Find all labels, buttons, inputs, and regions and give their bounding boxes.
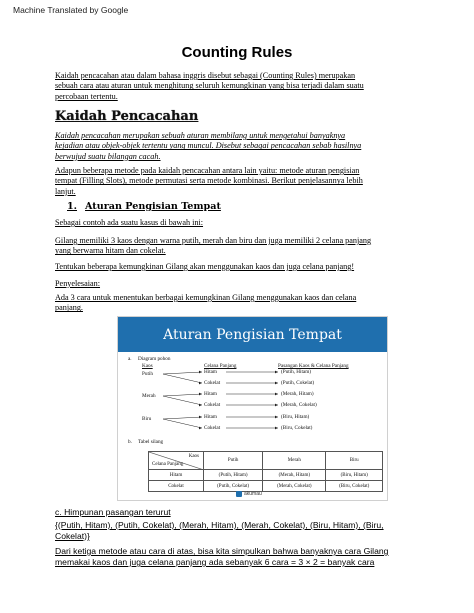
tree-celana: Hitam [204, 391, 217, 397]
tree-pair: (Biru, Cokelat) [281, 425, 313, 431]
tree-kaos: Merah [142, 393, 156, 399]
figure-banner-title: Aturan Pengisian Tempat [163, 326, 342, 343]
intro-line: sebuah cara atau aturan untuk menghitung seluruh kemungkinan yang bisa terjadi dalam suatu [55, 81, 364, 91]
intro-paragraph [55, 71, 413, 102]
problem-line: yang berwarna hitam dan cokelat. [55, 246, 166, 256]
tree-pair: (Putih, Hitam) [281, 369, 311, 375]
table-cell: (Biru, Hitam) [326, 470, 383, 481]
solution-label: Penyelesaian: [55, 279, 101, 288]
solution-line: Ada 3 cara untuk menentukan berbagai kemungkinan Gilang menggunakan kaos dan celana [55, 293, 357, 302]
tree-celana: Cokelat [204, 425, 221, 431]
problem-line: Gilang memiliki 3 kaos dengan warna putih, merah dan biru dan juga memiliki 2 celana panjang [55, 236, 372, 245]
table-row [149, 481, 383, 492]
table-corner [149, 452, 204, 470]
definition-paragraph [55, 131, 413, 162]
tree-celana: Hitam [204, 414, 217, 420]
tree-celana: Cokelat [204, 380, 221, 386]
page-title: Counting Rules [181, 44, 293, 61]
tree-pair: (Merah, Cokelat) [281, 402, 317, 408]
intro-line: Kaidah pencacahan atau dalam bahasa inggris disebut sebagai (Counting Rules) merupakan [55, 71, 356, 80]
tree-pair: (Merah, Hitam) [281, 391, 314, 397]
table-header-row [149, 452, 383, 470]
table-col-header: Biru [326, 452, 383, 470]
machine-translated-label: Machine Translated by Google [13, 5, 129, 15]
col-kaos: Kaos [142, 363, 153, 369]
table-cell: (Merah, Cokelat) [263, 481, 326, 492]
table-row-header: Hitam [149, 470, 204, 481]
table-row [149, 470, 383, 481]
conclusion-paragraph [55, 546, 413, 568]
table-label: b. [128, 439, 132, 445]
solution-line: panjang. [55, 303, 83, 313]
table-col-header: Merah [263, 452, 326, 470]
logo-icon [236, 491, 242, 497]
c-heading: c. Himpunan pasangan terurut [55, 507, 171, 517]
methods-line: Adapun beberapa metode pada kaidah pencacahan antara lain yaitu: metode aturan pengisian [55, 166, 360, 175]
subsection-heading [67, 201, 221, 212]
subsection-number: 1. [67, 201, 78, 212]
question-text: Tentukan beberapa kemungkinan Gilang akan menggunakan kaos dan juga celana panjang! [55, 262, 355, 271]
table-title: Tabel silang [138, 439, 164, 445]
table-row-header: Cokelat [149, 481, 204, 492]
tree-celana: Hitam [204, 369, 217, 375]
table-cell: (Putih, Hitam) [204, 470, 263, 481]
solution-paragraph [55, 293, 413, 314]
intro-line: percobaan tertentu. [55, 91, 118, 101]
col-celana: Celana Panjang [204, 363, 237, 369]
logo-text: akumau [244, 491, 262, 497]
methods-paragraph [55, 166, 413, 197]
problem-paragraph [55, 236, 413, 257]
tree-title: Diagram pohon [138, 356, 171, 362]
definition-line: Kaidah pencacahan merupakan sebuah aturan membilang untuk mengetahui banyaknya [55, 131, 346, 140]
tree-label: a. [128, 356, 132, 362]
tree-kaos: Putih [142, 371, 153, 377]
set-line: Cokelat)} [55, 531, 90, 541]
col-pasangan: Pasangan Kaos & Celana Panjang [278, 363, 349, 369]
tree-pair: (Putih, Cokelat) [281, 380, 315, 386]
section-heading-kaidah: Kaidah Pencacahan [55, 109, 199, 124]
definition-line: berwujud suatu bilangan cacah. [55, 151, 161, 161]
methods-line: lanjut. [55, 186, 76, 196]
cross-table [148, 451, 383, 492]
conclusion-line: memakai kaos dan juga celana panjang ada sebanyak 6 cara = 3 × 2 = banyak cara [55, 557, 375, 567]
figure-logo [236, 491, 262, 497]
tree-pair: (Biru, Hitam) [281, 414, 310, 420]
subsection-label: Aturan Pengisian Tempat [85, 201, 221, 212]
table-cell: (Biru, Cokelat) [326, 481, 383, 492]
corner-bottom: Celana Panjang [152, 462, 184, 467]
table-cell: (Putih, Cokelat) [204, 481, 263, 492]
figure-banner [118, 317, 387, 352]
table-cell: (Merah, Hitam) [263, 470, 326, 481]
table-col-header: Putih [204, 452, 263, 470]
corner-top: Kaos [188, 454, 199, 459]
figure-aturan-pengisian [117, 316, 388, 501]
figure-body [118, 352, 387, 501]
tree-kaos: Biru [142, 416, 152, 422]
conclusion-line: Dari ketiga metode atau cara di atas, bisa kita simpulkan bahwa banyaknya cara Gilang [55, 546, 389, 556]
methods-line: tempat (Filling Slots), metode permutasi serta metode kombinasi. Berikut penjelasannya lebih [55, 176, 363, 186]
set-line: {(Putih, Hitam), (Putih, Cokelat), (Merah, Hitam), (Merah, Cokelat), (Biru, Hitam), (Biru, [55, 520, 384, 530]
set-paragraph [55, 520, 413, 542]
tree-celana: Cokelat [204, 402, 221, 408]
definition-line: kejadian atau objek-objek tertentu yang muncul. Disebut sebagai pencacahan sebab hasilnya [55, 141, 362, 151]
example-intro: Sebagai contoh ada suatu kasus di bawah ini: [55, 218, 204, 227]
